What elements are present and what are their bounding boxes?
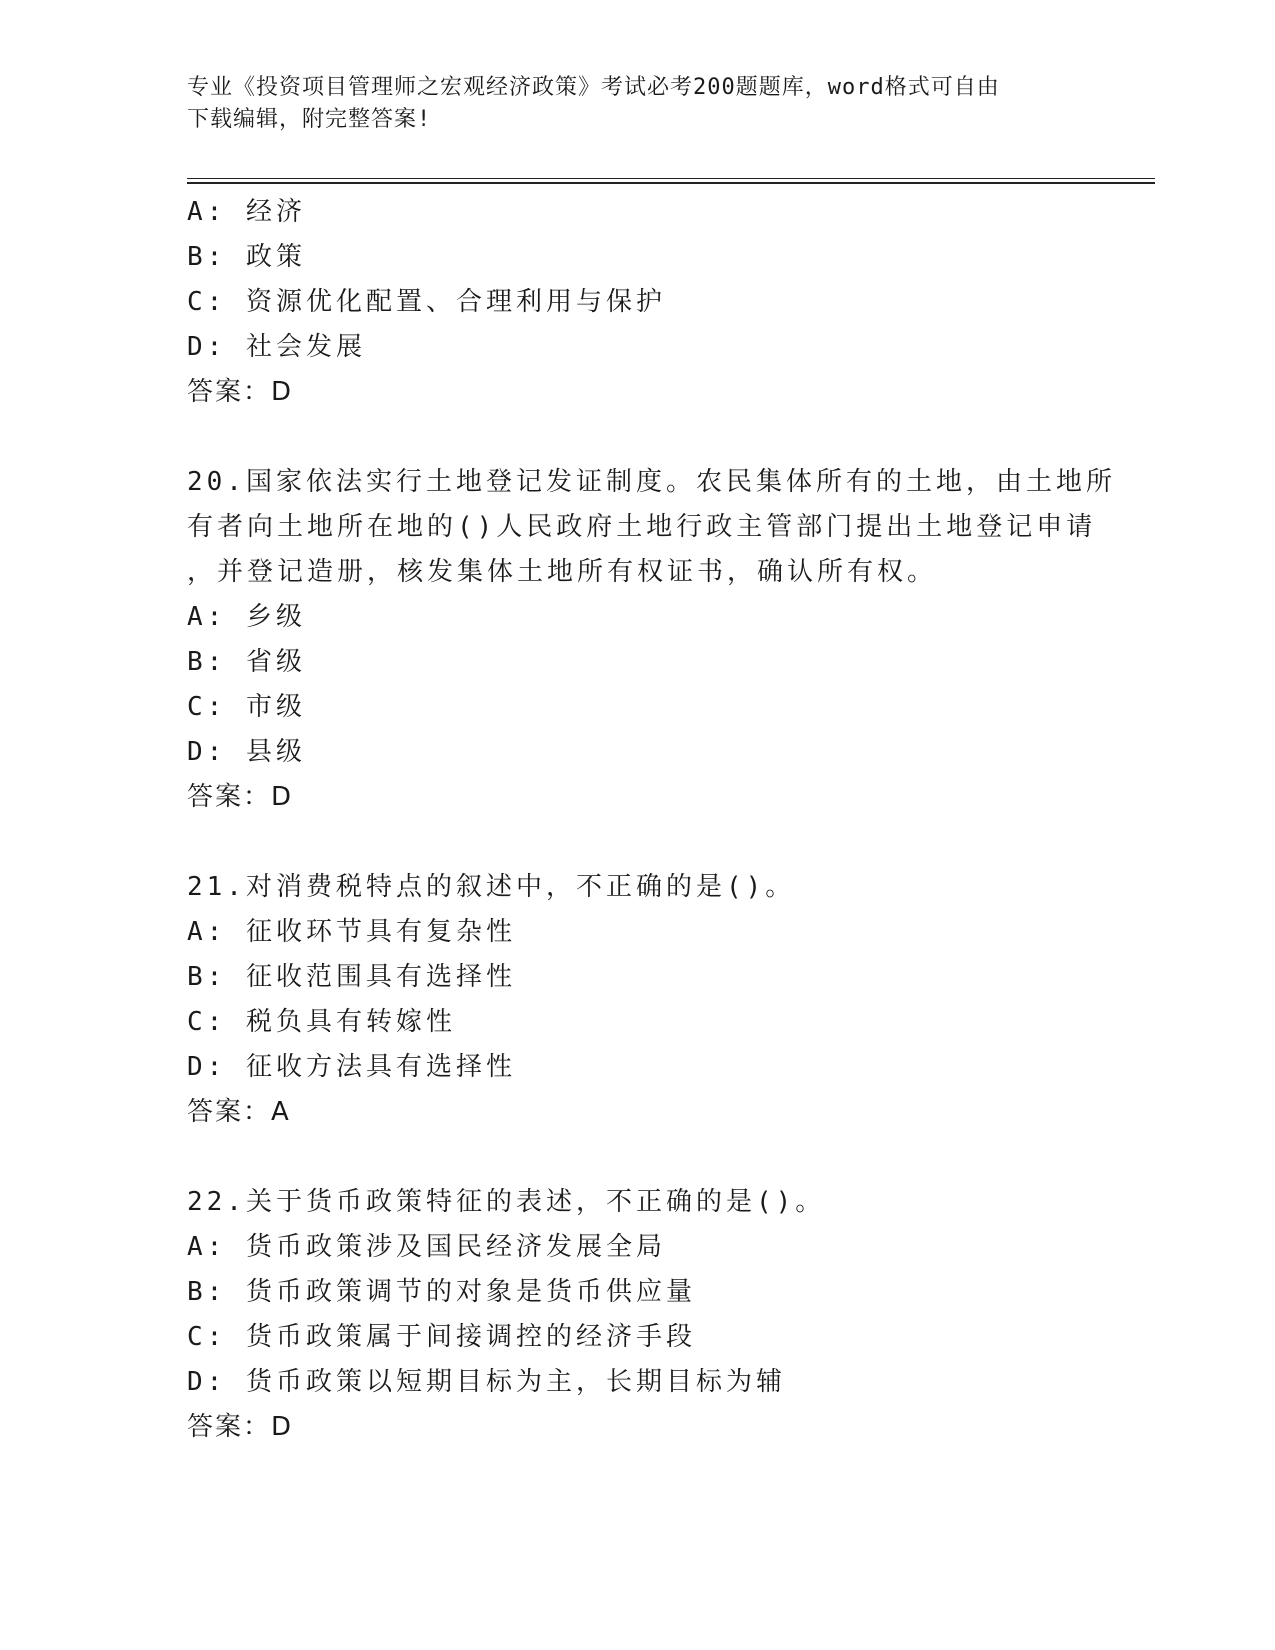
option-d: D: 征收方法具有选择性 (187, 1052, 516, 1082)
option-c: C: 税负具有转嫁性 (187, 1007, 456, 1037)
question-stem: ，并登记造册，核发集体土地所有权证书，确认所有权。 (187, 557, 938, 587)
option-a: A: 征收环节具有复杂性 (187, 917, 516, 947)
option-c: C: 市级 (187, 692, 306, 722)
question-20 (187, 460, 1116, 820)
option-d: D: 货币政策以短期目标为主，长期目标为辅 (187, 1367, 786, 1397)
header-line-2: 下载编辑，附完整答案! (187, 107, 432, 132)
question-list (187, 190, 1116, 1450)
document-header (187, 72, 1087, 136)
option-c: C: 货币政策属于间接调控的经济手段 (187, 1322, 696, 1352)
question-21 (187, 865, 1087, 1135)
option-b: B: 货币政策调节的对象是货币供应量 (187, 1277, 696, 1307)
header-divider-thin (187, 178, 1155, 179)
option-c: C: 资源优化配置、合理利用与保护 (187, 287, 666, 317)
option-a: A: 乡级 (187, 602, 306, 632)
header-line-1: 专业《投资项目管理师之宏观经济政策》考试必考200题题库，word格式可自由 (187, 75, 1000, 100)
option-d: D: 社会发展 (187, 332, 366, 362)
option-b: B: 政策 (187, 242, 306, 272)
option-b: B: 省级 (187, 647, 306, 677)
option-d: D: 县级 (187, 737, 306, 767)
option-a: A: 经济 (187, 197, 306, 227)
question-stem: 21.对消费税特点的叙述中，不正确的是()。 (187, 872, 796, 902)
question-stem: 22.关于货币政策特征的表述，不正确的是()。 (187, 1187, 826, 1217)
option-a: A: 货币政策涉及国民经济发展全局 (187, 1232, 666, 1262)
answer-line: 答案：A (187, 1097, 291, 1127)
question-stem: 20.国家依法实行土地登记发证制度。农民集体所有的土地，由土地所 (187, 467, 1116, 497)
question-22 (187, 1180, 1087, 1450)
answer-line: 答案：D (187, 1412, 294, 1442)
question-stem: 有者向土地所在地的()人民政府土地行政主管部门提出土地登记申请 (187, 512, 1097, 542)
answer-line: 答案：D (187, 377, 294, 407)
header-divider-thick (187, 182, 1155, 184)
option-b: B: 征收范围具有选择性 (187, 962, 516, 992)
answer-line: 答案：D (187, 782, 294, 812)
question-19 (187, 190, 1087, 415)
